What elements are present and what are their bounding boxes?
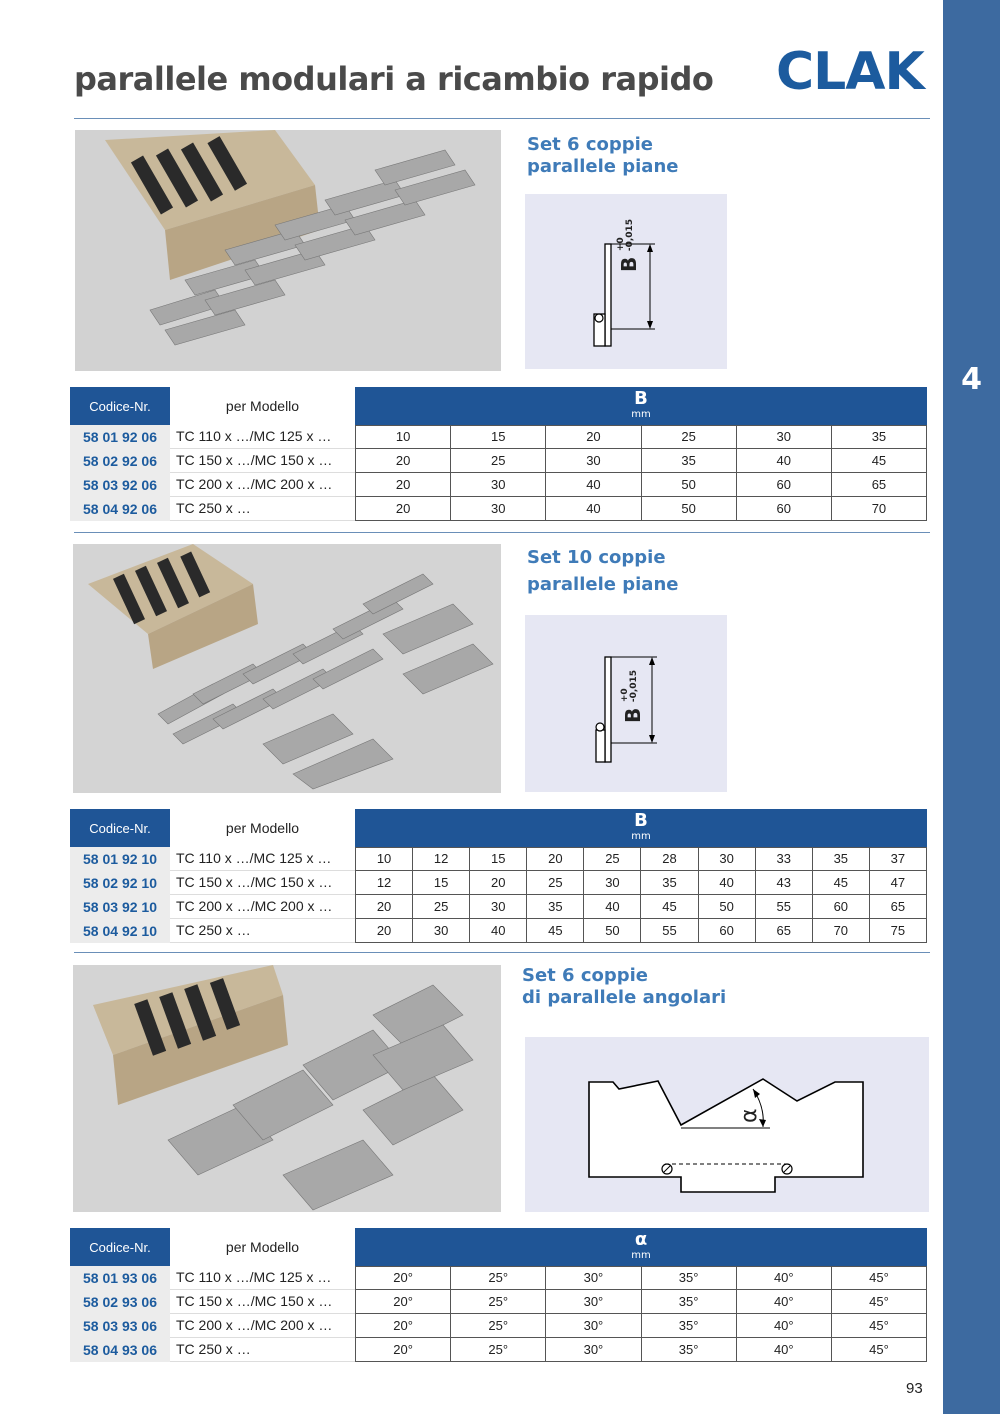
product-code: 58 04 93 06 [70,1338,170,1362]
value-cell: 30 [413,919,470,943]
value-cell: 10 [355,425,451,449]
value-cell: 60 [737,497,832,521]
page-title: parallele modulari a ricambio rapido [74,60,714,98]
value-cell: 45° [832,1338,927,1362]
model-cell: TC 150 x …/MC 150 x … [170,1290,355,1314]
table-row [70,871,927,895]
value-cell: 20 [355,497,451,521]
value-cell: 20 [470,871,527,895]
table-row [70,895,927,919]
product-code: 58 01 92 10 [70,847,170,871]
value-cell: 35° [642,1290,737,1314]
value-cell: 30 [451,473,546,497]
value-cells [355,919,927,943]
value-cell: 25° [451,1290,546,1314]
value-cell: 43 [756,871,813,895]
spec-table [70,809,927,943]
value-cell: 30 [470,895,527,919]
col-header-dimension [355,1228,927,1266]
value-cells [355,425,927,449]
value-cell: 25 [527,871,584,895]
dimension-symbol: B [621,707,645,723]
value-cell: 40 [546,473,641,497]
unit-label: mm [631,1250,651,1261]
value-cell: 45 [641,895,698,919]
value-cell: 28 [641,847,698,871]
value-cells [355,871,927,895]
value-cells [355,449,927,473]
divider [74,118,930,119]
value-cell: 10 [355,847,413,871]
value-cells [355,1338,927,1362]
table-row [70,847,927,871]
value-cell: 47 [870,871,927,895]
dimension-symbol: B [617,256,641,272]
value-cell: 60 [699,919,756,943]
dimension-symbol: B [634,388,648,409]
value-cell: 20° [355,1266,451,1290]
col-header-code: Codice-Nr. [70,1228,170,1266]
unit-label: mm [631,409,651,420]
product-code: 58 03 92 06 [70,473,170,497]
value-cells [355,1266,927,1290]
dimension-label [617,219,641,272]
value-cell: 37 [870,847,927,871]
value-cell: 30 [451,497,546,521]
value-cell: 40 [737,449,832,473]
spec-table [70,387,927,521]
value-cell: 35° [642,1338,737,1362]
model-cell: TC 200 x …/MC 200 x … [170,895,355,919]
product-code: 58 02 93 06 [70,1290,170,1314]
value-cell: 40° [737,1290,832,1314]
value-cell: 35° [642,1266,737,1290]
value-cell: 30° [546,1266,641,1290]
value-cells [355,847,927,871]
col-header-code: Codice-Nr. [70,387,170,425]
col-header-model: per Modello [170,387,355,425]
value-cell: 25° [451,1338,546,1362]
section-title-line: Set 10 coppie [527,547,666,568]
value-cell: 30° [546,1314,641,1338]
value-cell: 12 [413,847,470,871]
value-cell: 20 [355,919,413,943]
value-cells [355,473,927,497]
model-cell: TC 200 x …/MC 200 x … [170,1314,355,1338]
value-cell: 20 [355,449,451,473]
value-cell: 20 [546,425,641,449]
model-cell: TC 110 x …/MC 125 x … [170,847,355,871]
value-cells [355,1314,927,1338]
value-cell: 20 [527,847,584,871]
unit-label: mm [631,831,651,842]
section-title-line: Set 6 coppie [522,965,649,986]
chapter-sidebar [943,0,1000,1414]
value-cell: 15 [470,847,527,871]
value-cells [355,1290,927,1314]
table-row [70,473,927,497]
value-cell: 45 [527,919,584,943]
value-cell: 35 [832,425,927,449]
col-header-model: per Modello [170,809,355,847]
value-cell: 70 [832,497,927,521]
value-cell: 45° [832,1266,927,1290]
product-photo-set6-angular [73,965,501,1212]
value-cell: 40 [699,871,756,895]
spec-table [70,1228,927,1362]
value-cell: 45 [832,449,927,473]
value-cell: 65 [870,895,927,919]
value-cell: 35 [641,871,698,895]
section-title [527,544,678,598]
value-cell: 35° [642,1314,737,1338]
table-row [70,497,927,521]
value-cell: 25 [642,425,737,449]
col-header-dimension [355,809,927,847]
table-row [70,449,927,473]
value-cell: 60 [813,895,870,919]
value-cell: 20 [355,895,413,919]
value-cell: 65 [756,919,813,943]
table-row [70,1314,927,1338]
page-number: 93 [906,1380,923,1397]
product-code: 58 01 92 06 [70,425,170,449]
col-header-model: per Modello [170,1228,355,1266]
tolerance-plus: +0 [620,688,630,703]
divider [74,532,930,533]
model-cell: TC 250 x … [170,497,355,521]
value-cell: 50 [642,473,737,497]
value-cell: 30 [737,425,832,449]
model-cell: TC 250 x … [170,919,355,943]
tolerance-plus: +0 [616,237,626,252]
dimension-diagram [525,615,727,792]
value-cell: 75 [870,919,927,943]
value-cell: 30 [584,871,641,895]
table-row [70,1290,927,1314]
model-cell: TC 250 x … [170,1338,355,1362]
product-code: 58 02 92 10 [70,871,170,895]
tolerance-minus: -0,015 [629,669,639,703]
value-cell: 20 [355,473,451,497]
product-code: 58 01 93 06 [70,1266,170,1290]
section-title-line: Set 6 coppie [527,134,654,155]
value-cell: 50 [584,919,641,943]
value-cell: 45° [832,1290,927,1314]
product-code: 58 02 92 06 [70,449,170,473]
value-cell: 60 [737,473,832,497]
table-row [70,919,927,943]
value-cell: 25 [413,895,470,919]
value-cell: 70 [813,919,870,943]
value-cell: 30° [546,1338,641,1362]
table-row [70,1338,927,1362]
product-code: 58 04 92 06 [70,497,170,521]
chapter-number: 4 [961,362,982,397]
value-cell: 30 [546,449,641,473]
value-cell: 25° [451,1266,546,1290]
value-cell: 55 [641,919,698,943]
model-cell: TC 110 x …/MC 125 x … [170,1266,355,1290]
value-cell: 65 [832,473,927,497]
model-cell: TC 110 x …/MC 125 x … [170,425,355,449]
value-cell: 45° [832,1314,927,1338]
value-cell: 40° [737,1338,832,1362]
dimension-diagram [525,194,727,369]
product-code: 58 04 92 10 [70,919,170,943]
value-cell: 50 [699,895,756,919]
value-cell: 35 [527,895,584,919]
value-cells [355,895,927,919]
value-cell: 20° [355,1290,451,1314]
value-cell: 35 [813,847,870,871]
model-cell: TC 150 x …/MC 150 x … [170,871,355,895]
value-cell: 50 [642,497,737,521]
model-cell: TC 200 x …/MC 200 x … [170,473,355,497]
section-title [522,965,726,1009]
value-cell: 25° [451,1314,546,1338]
model-cell: TC 150 x …/MC 150 x … [170,449,355,473]
value-cell: 12 [355,871,413,895]
col-header-code: Codice-Nr. [70,809,170,847]
value-cells [355,497,927,521]
angle-symbol: α [634,1229,648,1250]
section-title-line: parallele piane [527,156,679,177]
value-cell: 45 [813,871,870,895]
value-cell: 25 [451,449,546,473]
value-cell: 15 [451,425,546,449]
product-code: 58 03 92 10 [70,895,170,919]
value-cell: 35 [642,449,737,473]
product-code: 58 03 93 06 [70,1314,170,1338]
section-title [527,134,678,178]
col-header-dimension [355,387,927,425]
table-row [70,1266,927,1290]
value-cell: 20° [355,1314,451,1338]
product-photo-set6-flat [75,130,501,371]
dimension-label [621,670,645,723]
dimension-symbol: B [634,810,648,831]
value-cell: 15 [413,871,470,895]
value-cell: 20° [355,1338,451,1362]
value-cell: 40° [737,1266,832,1290]
value-cell: 30 [699,847,756,871]
section-title-line: di parallele angolari [522,987,727,1008]
angle-label: α [737,1108,762,1123]
tolerance-minus: -0,015 [625,218,635,252]
value-cell: 25 [584,847,641,871]
brand-logo: CLAK [776,42,924,102]
value-cell: 40 [470,919,527,943]
product-photo-set10-flat [73,544,501,793]
divider [74,952,930,953]
angle-diagram [525,1037,929,1212]
value-cell: 40° [737,1314,832,1338]
table-row [70,425,927,449]
value-cell: 40 [546,497,641,521]
value-cell: 33 [756,847,813,871]
value-cell: 55 [756,895,813,919]
value-cell: 30° [546,1290,641,1314]
section-title-line: parallele piane [527,574,679,595]
value-cell: 40 [584,895,641,919]
